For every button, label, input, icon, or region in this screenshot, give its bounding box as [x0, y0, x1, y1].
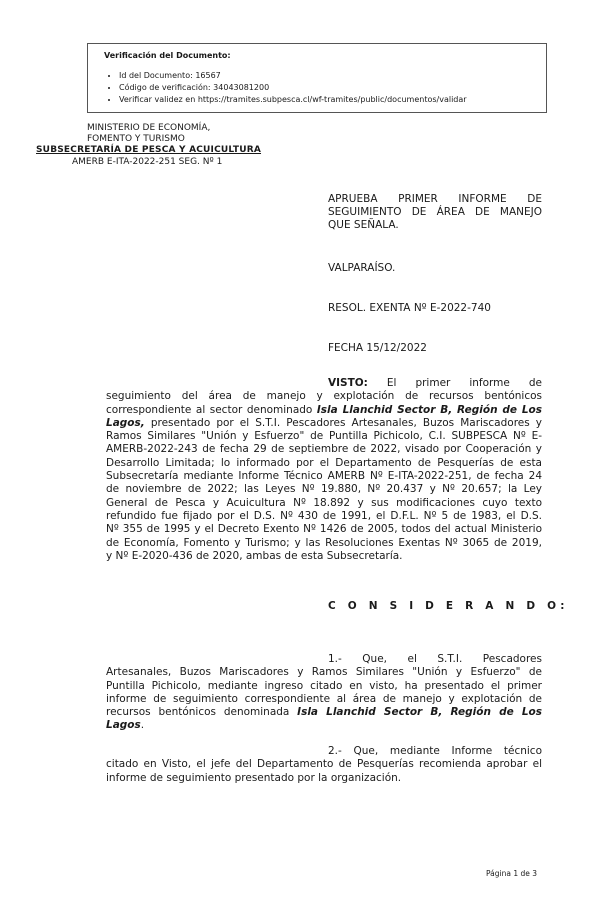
- ministry-name-2: FOMENTO Y TURISMO: [87, 134, 185, 144]
- amerb-reference: AMERB E-ITA-2022-251 SEG. Nº 1: [72, 157, 223, 167]
- considerando-heading: C O N S I D E R A N D O:: [328, 600, 569, 612]
- visto-keyword: VISTO:: [328, 377, 368, 389]
- resolution-title: [328, 193, 542, 233]
- document-id: • Id del Documento: 16567: [119, 70, 546, 82]
- resolution-date: FECHA 15/12/2022: [328, 342, 427, 354]
- considerando-1: 1.- Que, el S.T.I. Pescadores Artesanales, Buzos Mariscadores y Ramos Similares "Unión y Esfuerzo" de Puntilla Pichicolo, mediante ingreso citado en visto, ha presentado el primer informe de seguimiento correspondiente al área de manejo y explotación de recursos bentónicos denominada Isla Llanchid Sector B, Región de Los Lagos.: [106, 653, 542, 732]
- title-line: QUE SEÑALA.: [328, 219, 399, 232]
- title-line: SEGUIMIENTO DE ÁREA DE MANEJO: [328, 206, 542, 219]
- place: VALPARAÍSO.: [328, 262, 396, 274]
- verification-box: [87, 43, 547, 113]
- visto-paragraph: VISTO: El primer informe de seguimiento del área de manejo y explotación de recursos bentónicos correspondiente al sector denominado Isla Llanchid Sector B, Región de Los Lagos, presentado por el S.T.I. Pescadores Artesanales, Buzos Mariscadores y Ramos Similares "Unión y Esfuerzo" de Puntilla Pichicolo, C.I. SUBPESCA Nº E- AMERB-2022-243 de fecha 29 de septiembre de 2022, visado por Cooperación y Desarrollo Limitada; lo informado por el Departamento de Pesquerías de esta Subsecretaría mediante Informe Técnico AMERB Nº E-ITA-2022-251, de fecha 24 de noviembre de 2022; las Leyes Nº 19.880, Nº 20.437 y Nº 20.657; la Ley General de Pesca y Acuicultura Nº 18.892 y sus modificaciones cuyo texto refundido fue fijado por el D.S. Nº 430 de 1991, el D.F.L. Nº 5 de 1983, el D.S. Nº 355 de 1995 y el Decreto Exento Nº 1426 de 2005, todos del actual Ministerio de Economía, Fomento y Turismo; y las Resoluciones Exentas Nº 3065 de 2019, y Nº E-2020-436 de 2020, ambas de esta Subsecretaría.: [106, 377, 543, 562]
- subsecretaria-name: SUBSECRETARÍA DE PESCA Y ACUICULTURA: [36, 145, 262, 155]
- validation-url[interactable]: • Verificar validez en https://tramites.subpesca.cl/wf-tramites/public/documentos/validar: [119, 94, 546, 106]
- resolution-number: RESOL. EXENTA Nº E-2022-740: [328, 302, 491, 314]
- verification-title: Verificación del Documento:: [104, 51, 231, 60]
- sector-name: Isla Llanchid Sector B, Región de Los: [316, 403, 543, 416]
- sector-name: Lagos,: [106, 416, 145, 429]
- sector-name: Isla Llanchid Sector B, Región de Los: [297, 706, 542, 719]
- ministry-name: MINISTERIO DE ECONOMÍA,: [87, 123, 211, 133]
- page-number: Página 1 de 3: [486, 869, 538, 878]
- title-line: APRUEBA PRIMER INFORME DE: [328, 193, 542, 205]
- considerando-2: 2.- Que, mediante Informe técnico citado en Visto, el jefe del Departamento de Pesquerías recomienda aprobar el informe de seguimiento presentado por la organización.: [106, 745, 542, 784]
- verification-code: • Código de verificación: 34043081200: [119, 82, 546, 94]
- verification-list: [104, 70, 546, 106]
- sector-name: Lagos: [106, 719, 141, 732]
